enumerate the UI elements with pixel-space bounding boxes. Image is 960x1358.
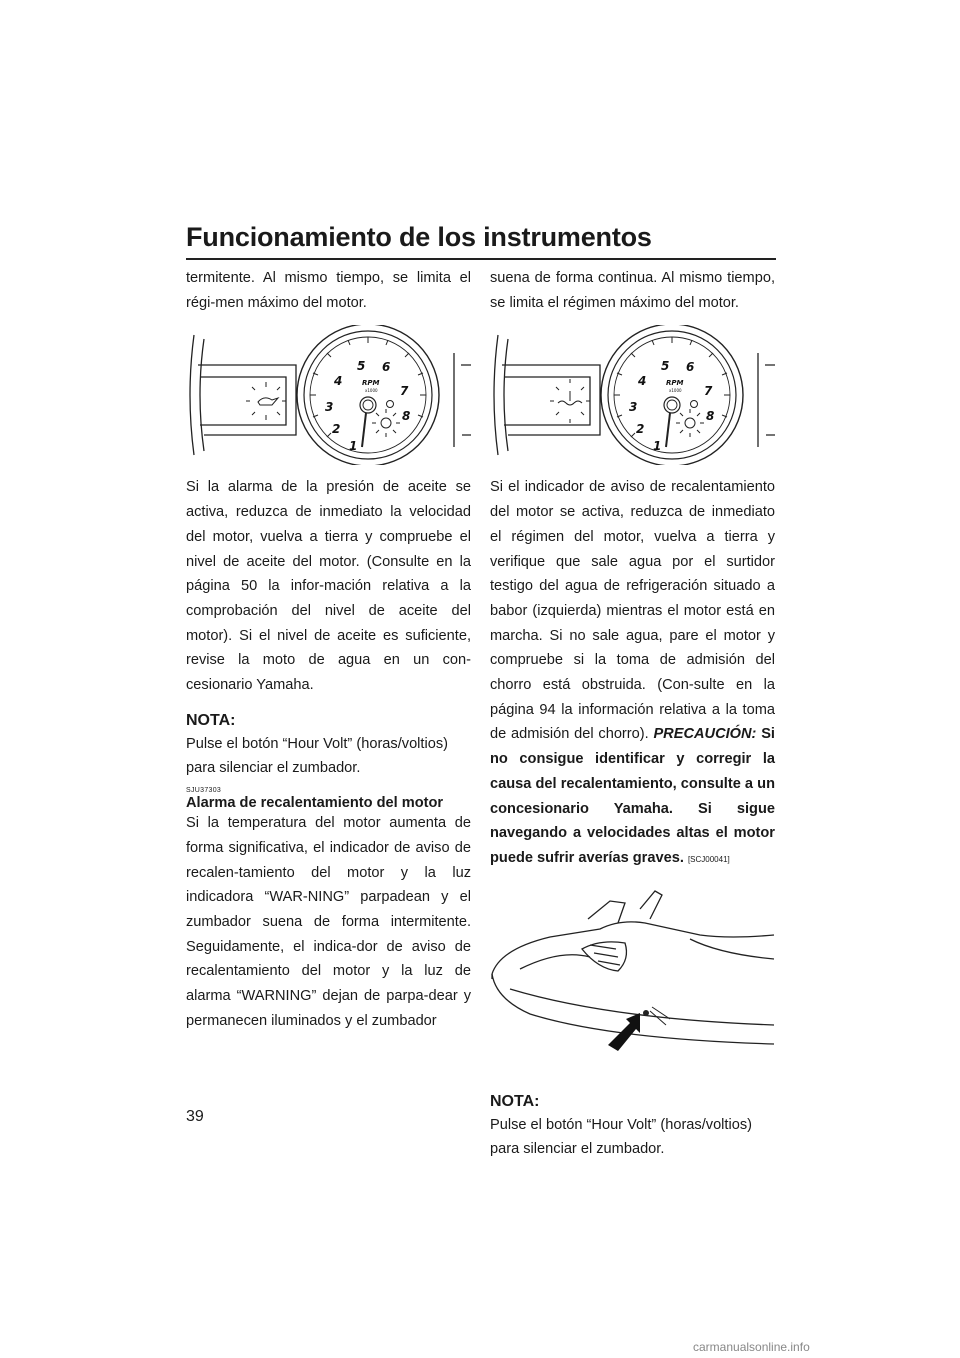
nota-heading-left: NOTA: [186, 711, 236, 729]
gauge-tick-5: 5 [661, 359, 670, 374]
gauge-tick-4: 4 [638, 374, 647, 389]
oil-pressure-warning-icon [246, 382, 286, 420]
gauge-rpm-label: RPM [362, 379, 380, 388]
overheat-warning-gauge-figure [490, 325, 775, 465]
page-number: 39 [186, 1108, 204, 1125]
gauge-rpm-label: RPM [666, 379, 684, 388]
right-intro-text: suena de forma continua. Al mismo tiempo, se limita el régimen máximo del motor. [490, 270, 775, 311]
watermark: carmanualsonline.info [693, 1340, 810, 1354]
caution-code: [SCJ00041] [687, 854, 730, 864]
nota-text-right: Pulse el botón “Hour Volt” (horas/voltios) para silenciar el zumbador. [490, 1116, 752, 1158]
gauge-tick-5: 5 [357, 359, 366, 374]
overheat-indicator-icon [676, 409, 704, 437]
gauge-tick-8: 8 [706, 409, 715, 424]
gauge-tick-2: 2 [332, 422, 341, 437]
overheat-action-paragraph [490, 475, 775, 872]
right-column [490, 266, 775, 1162]
oil-warning-gauge-figure [186, 325, 471, 465]
gauge-tick-3: 3 [325, 400, 334, 415]
section-heading: Alarma de recalentamiento del motor [186, 795, 444, 812]
gauge-unit-label: x1000 [669, 388, 682, 394]
gauge-tick-7: 7 [400, 384, 409, 399]
nota-text-left: Pulse el botón “Hour Volt” (horas/voltios) para silenciar el zumbador. [186, 735, 448, 777]
overheat-indicator-icon [372, 409, 400, 437]
engine-temperature-warning-icon [550, 379, 590, 423]
overheat-paragraph: Si la temperatura del motor aumenta de forma significativa, el indicador de aviso de recalen-tamiento del motor y la luz indicadora “WAR-NING” parpadean y el zumbador suena de forma intermitente. Seguidamente, el indica-dor de aviso de recalentamiento del motor y la luz de alarma “WARNING” dejan de parpa-dear y permanecen iluminados y el zumbador [186, 815, 471, 1029]
overheat-action-text: Si el indicador de aviso de recalentamiento del motor se activa, reduzca de inmediato el régimen del motor, vuelva a tierra y verifique que sale agua por el surtidor testigo del agua de refrigeración situado a babor (izquierda) mientras el motor está en marcha. Si no sale agua, pare el motor y compruebe si la toma de admisión del chorro está obstruida. (Con-sulte en la página 94 la información relativa a la toma de admisión del chorro). [490, 479, 775, 743]
gauge-tick-1: 1 [349, 439, 358, 454]
page-title: Funcionamiento de los instrumentos [186, 222, 652, 252]
title-rule [186, 258, 776, 260]
left-column [186, 266, 471, 1033]
watercraft-cooling-outlet-figure [490, 879, 775, 1079]
caution-text: Si no consigue identificar y corregir la causa del recalentamiento, consulte a un concesionario Yamaha. Si sigue navegando a velocidades altas el motor puede sufrir averías graves. [490, 726, 775, 866]
gauge-tick-2: 2 [636, 422, 645, 437]
oil-pressure-paragraph: Si la alarma de la presión de aceite se activa, reduzca de inmediato la velocidad del motor, vuelva a tierra y compruebe el nivel de aceite del motor. (Consulte en la página 50 la infor-mación relativa a la comprobación del nivel de aceite del motor). Si el nivel de aceite es suficiente, revise la moto de agua en un con-cesionario Yamaha. [186, 479, 471, 694]
gauge-unit-label: x1000 [365, 388, 378, 394]
nota-heading-right: NOTA: [490, 1092, 540, 1110]
left-intro-text: termitente. Al mismo tiempo, se limita el régi-men máximo del motor. [186, 270, 471, 311]
caution-label: PRECAUCIÓN: [653, 726, 757, 743]
cooling-water-outlet [643, 1010, 649, 1016]
gauge-tick-7: 7 [704, 384, 713, 399]
gauge-tick-8: 8 [402, 409, 411, 424]
gauge-tick-4: 4 [334, 374, 343, 389]
gauge-tick-6: 6 [686, 360, 695, 375]
gauge-tick-3: 3 [629, 400, 638, 415]
section-code: SJU37303 [186, 787, 222, 795]
gauge-tick-1: 1 [653, 439, 662, 454]
gauge-tick-6: 6 [382, 360, 391, 375]
